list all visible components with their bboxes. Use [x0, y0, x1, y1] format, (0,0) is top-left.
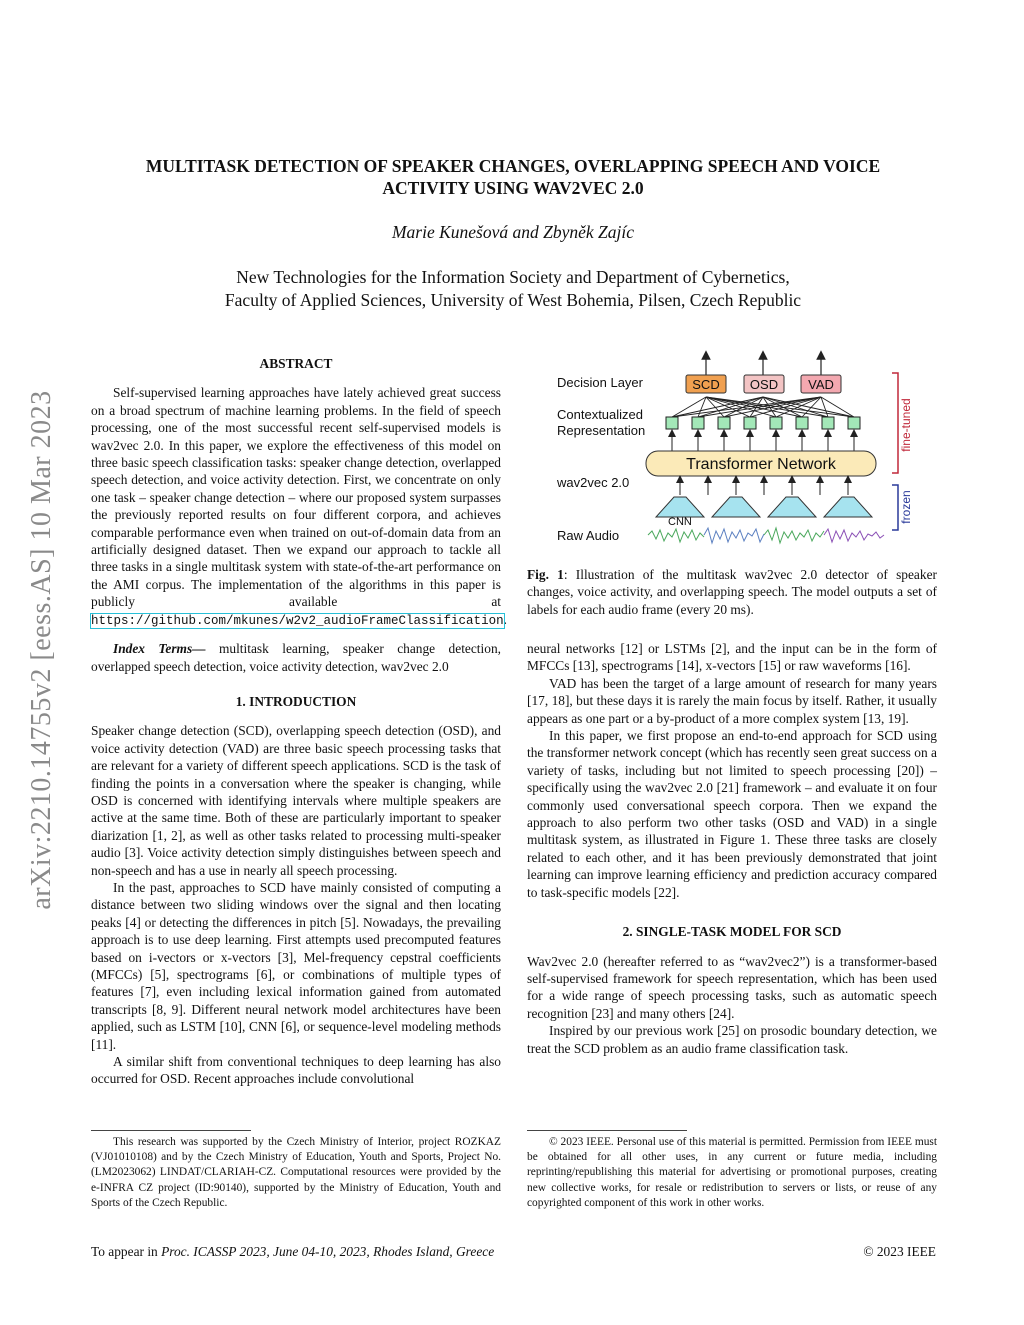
section-2-paragraph-1: Wav2vec 2.0 (hereafter referred to as “wav2vec2”) is a transformer-based self-supervised framework for speech representation, which has been used for a wide range of speech processing tasks, such as automatic speech recognition [23] and many others [24]. — [527, 953, 937, 1021]
context-square — [796, 417, 808, 429]
context-square — [822, 417, 834, 429]
cnn-label: CNN — [668, 516, 692, 528]
footnote-copyright — [527, 1135, 937, 1211]
title-line-1: MULTITASK DETECTION OF SPEAKER CHANGES, OVERLAPPING SPEECH AND VOICE — [145, 156, 881, 176]
footer-prefix: To appear in — [91, 1244, 162, 1259]
footnote-rule-left — [91, 1130, 251, 1131]
arxiv-stamp — [22, 340, 62, 960]
label-wav2vec: wav2vec 2.0 — [557, 475, 630, 490]
figure-caption-text: : Illustration of the multitask wav2vec 2.0 detector of speaker changes, voice activity, and overlapping speech. The model outputs a set of labels for each audio frame (every 20 ms). — [527, 567, 937, 617]
affiliation-line-2: Faculty of Applied Sciences, University of West Bohemia, Pilsen, Czech Republic — [224, 290, 802, 310]
left-column — [91, 355, 507, 1088]
cnn-blocks — [656, 497, 872, 517]
intro-paragraph-2: In the past, approaches to SCD have mainly consisted of computing a distance between two sliding windows over the signal and then locating peaks [4] or detecting the differences in pitch [5]. Nowadays, the prevailing approach is to use deep learning. First attempts used precomputed features based on i-vectors or x-vectors [3], Mel-frequency cepstral coefficients (MFCCs) [5], spectrograms [6], or combinations of multiple types of features [7], even including lexical information gained from automated transcripts [8, 9]. Different neural network model architectures have been applied, such as LSTM [10], CNN [6], or sequence-level modeling methods [11]. — [91, 879, 501, 1052]
right-paragraph-vad: VAD has been the target of a large amount of research for many years [17, 18], but these days it is rarely the main focus by itself. Rather, it usually appears as one part or a by-product of a more complex system [13, 19]. — [527, 675, 937, 726]
intro-paragraph-1: Speaker change detection (SCD), overlapping speech detection (OSD), and voice activity detection (VAD) are three basic speech processing tasks that are relevant for a variety of different speech applications. SCD is the task of finding the points in a conversation where the speaker is changing, while OSD is concerned with identifying intervals where multiple speakers are active at the same time. Both of these are particularly important to speaker diarization [1, 2], as well as other tasks related to processing multi-speaker audio [3]. Voice activity detection simply distinguishes between speech and non-speech and has a use in nearly all speech processing. — [91, 723, 501, 878]
figure-caption-label: Fig. 1 — [527, 567, 564, 582]
architecture-diagram — [548, 345, 938, 560]
authors: Marie Kunešová and Zbyněk Zajíc — [391, 222, 635, 242]
arxiv-id: arXiv:2210.14755v2 [eess.AS] 10 Mar 2023 — [26, 390, 57, 910]
box-scd-label: SCD — [692, 377, 720, 392]
context-square — [848, 417, 860, 429]
label-representation: Representation — [557, 423, 646, 438]
intro-heading: 1. INTRODUCTION — [235, 693, 357, 709]
context-square — [692, 417, 704, 429]
title-line-2: ACTIVITY USING WAV2VEC 2.0 — [382, 178, 644, 198]
context-square — [744, 417, 756, 429]
cnn-block — [768, 497, 816, 517]
context-squares — [666, 417, 860, 429]
page-footer-copyright: © 2023 IEEE — [863, 1244, 936, 1259]
label-raw-audio: Raw Audio — [557, 528, 620, 543]
cnn-block — [824, 497, 872, 517]
box-osd-label: OSD — [749, 377, 779, 392]
right-column — [527, 640, 937, 1057]
frozen-label: frozen — [899, 490, 913, 524]
abstract-body: Self-supervised learning approaches have lately achieved great success on a broad spectrum of machine learning problems. In the field of speech processing, one of the most successful recent self-supervised models is wav2vec 2.0. In this paper, we explore the effectiveness of this model on three basic speech classification tasks: speaker change detection, overlapped speech detection, and voice activity detection. First, we concentrate on only one task – speaker change detection – where our proposed system surpasses the previously reported results on four different corpora, and achieves comparable performance even when trained on out-of-domain data from an artificially designed dataset. Then we expand our approach to tackle all three tasks in a single multitask system with state-of-the-art performance on the AMI corpus. The implementation of the algorithms in this paper is publicly available at — [91, 385, 501, 610]
footnote-rule-right — [527, 1130, 687, 1131]
index-terms-text: multitask learning, speaker change detection, overlapped speech detection, voice activity detection, wav2vec 2.0 — [91, 641, 501, 674]
paper-title — [90, 155, 936, 199]
affiliation-line-1: New Technologies for the Information Society and Department of Cybernetics, — [236, 267, 790, 287]
intro-paragraph-3: A similar shift from conventional techniques to deep learning has also occurred for OSD. Recent approaches include convolutional — [91, 1054, 501, 1087]
footer-venue: Proc. ICASSP 2023, June 04-10, 2023, Rhodes Island, Greece — [161, 1244, 495, 1259]
context-square — [718, 417, 730, 429]
frozen-bracket — [892, 485, 898, 530]
fine-tuned-label: fine-tuned — [899, 398, 913, 452]
section-2-heading: 2. SINGLE-TASK MODEL FOR SCD — [622, 924, 842, 940]
index-terms — [91, 640, 501, 675]
right-paragraph-this-paper: In this paper, we first propose an end-to-end approach for SCD using the transformer network concept (which has recently seen great success on a variety of tasks, including but not limited to speech processing [20]) – specifically using the wav2vec 2.0 [21] framework – and evaluate it on four commonly used conversational speech corpora. Then we expand the approach to also perform two other tasks (OSD and VAD) in a single multitask system, as illustrated in Figure 1. These three tasks are closely related to each other, and it has been previously demonstrated that joint learning can improve learning efficiency and prediction accuracy compared to task-specific models [22]. — [527, 728, 937, 900]
index-terms-label: Index Terms— — [113, 641, 206, 657]
right-paragraph-continued: neural networks [12] or LSTMs [2], and the input can be in the form of MFCCs [13], spectrograms [14], x-vectors [15] or raw waveforms [16]. — [527, 641, 937, 674]
abstract-heading: ABSTRACT — [259, 356, 333, 371]
label-decision-layer: Decision Layer — [557, 375, 643, 390]
fine-tuned-bracket — [892, 373, 898, 473]
cnn-block — [656, 497, 704, 517]
transformer-label: Transformer Network — [686, 456, 836, 473]
box-vad-label: VAD — [808, 377, 834, 392]
cnn-arrows — [680, 479, 848, 495]
abstract-link-end: . — [503, 611, 507, 627]
context-square — [770, 417, 782, 429]
affiliation — [90, 266, 936, 312]
section-2-paragraph-2: Inspired by our previous work [25] on prosodic boundary detection, we treat the SCD problem as an audio frame classification task. — [527, 1023, 937, 1056]
footnote-copyright-text: © 2023 IEEE. Personal use of this material is permitted. Permission from IEEE must be obtained for all other uses, in any current or future media, including reprinting/republishing this material for advertising or promotional purposes, creating new collective works, for resale or redistribution to servers or lists, or reuse of any copyrighted component of this work in other works. — [527, 1136, 937, 1209]
figure-1 — [548, 345, 938, 560]
waveform — [648, 528, 884, 543]
label-contextualized: Contextualized — [557, 407, 643, 422]
footnote-funding — [91, 1135, 501, 1211]
footnote-funding-text: This research was supported by the Czech Ministry of Interior, project ROZKAZ (VJ01010108) and by the Czech Ministry of Education, Youth and Sports, Project No. (LM2023062) LINDAT/CLARIAH-CZ. Computational resources were provided by the e-INFRA CZ project (ID:90140), supported by the Ministry of Education, Youth and Sports of the Czech Republic. — [91, 1136, 501, 1209]
cnn-block — [712, 497, 760, 517]
abstract-text — [91, 384, 507, 630]
page-footer-venue — [91, 1244, 494, 1260]
context-square — [666, 417, 678, 429]
figure-caption — [527, 566, 937, 618]
github-link[interactable]: https://github.com/mkunes/w2v2_audioFrameClassification — [91, 613, 504, 628]
transformer-arrows — [672, 433, 854, 451]
